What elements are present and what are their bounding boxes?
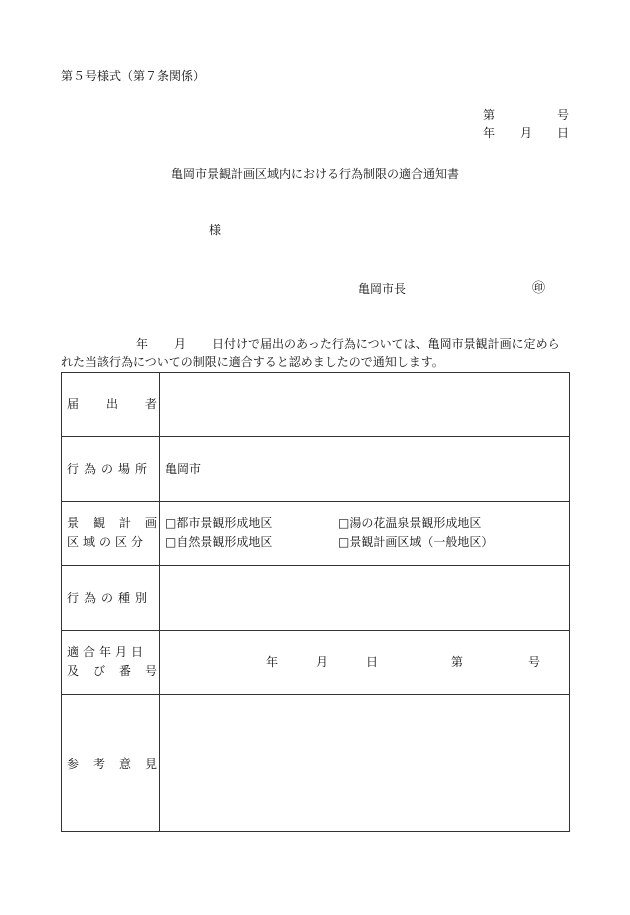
remarks-field[interactable] — [165, 702, 563, 822]
remarks-label: 参 考 意 見 — [67, 757, 157, 771]
notifier-field[interactable] — [165, 390, 563, 420]
approval-month: 月 — [316, 655, 329, 669]
document-title: 亀岡市景観計画区域内における行為制限の適合通知書 — [170, 167, 459, 181]
approval-label-line2: 及 び 番 号 — [67, 664, 157, 678]
date-day: 日 — [556, 126, 569, 140]
addressee-suffix: 様 — [209, 223, 222, 237]
doc-number-prefix: 第 — [483, 108, 496, 122]
notifier-label: 届 出 者 — [67, 397, 157, 411]
zone-label-line2: 区域の区分 — [67, 535, 148, 549]
body-line-2: れた当該行為についての制限に適合すると認めましたので通知します。 — [61, 355, 444, 369]
approval-label-line1: 適合年月日 — [67, 645, 148, 659]
document-date — [483, 125, 569, 141]
zone-option-yunohana[interactable]: □湯の花温泉景観形成地区 — [338, 516, 482, 530]
approval-day: 日 — [366, 655, 379, 669]
zone-option-urban[interactable]: □都市景観形成地区 — [165, 516, 273, 530]
zone-option-general[interactable]: □景観計画区域（一般地区） — [338, 535, 494, 549]
location-value[interactable]: 亀岡市 — [165, 462, 202, 476]
date-month: 月 — [519, 126, 532, 140]
form-style-number: 第５号様式（第７条関係） — [61, 69, 206, 83]
approval-year: 年 — [266, 655, 279, 669]
document-number — [483, 107, 569, 123]
issuer-name: 亀岡市長 — [358, 282, 407, 296]
type-label: 行為の種別 — [67, 591, 153, 605]
body-line-1 — [136, 336, 560, 352]
body-month: 月 — [174, 337, 187, 351]
zone-label-line1: 景 観 計 画 — [67, 516, 157, 530]
notification-table — [61, 372, 570, 832]
body-line-1-text: 日付けで届出のあった行為については、亀岡市景観計画に定めら — [212, 337, 560, 351]
type-field[interactable] — [165, 583, 563, 613]
zone-option-nature[interactable]: □自然景観形成地区 — [165, 535, 273, 549]
doc-number-suffix: 号 — [556, 108, 569, 122]
seal-mark: ㊞ — [532, 281, 546, 296]
location-label: 行為の場所 — [67, 462, 153, 476]
approval-number-suffix: 号 — [528, 655, 541, 669]
body-year: 年 — [136, 337, 149, 351]
date-year: 年 — [483, 126, 496, 140]
approval-number-prefix: 第 — [451, 655, 464, 669]
